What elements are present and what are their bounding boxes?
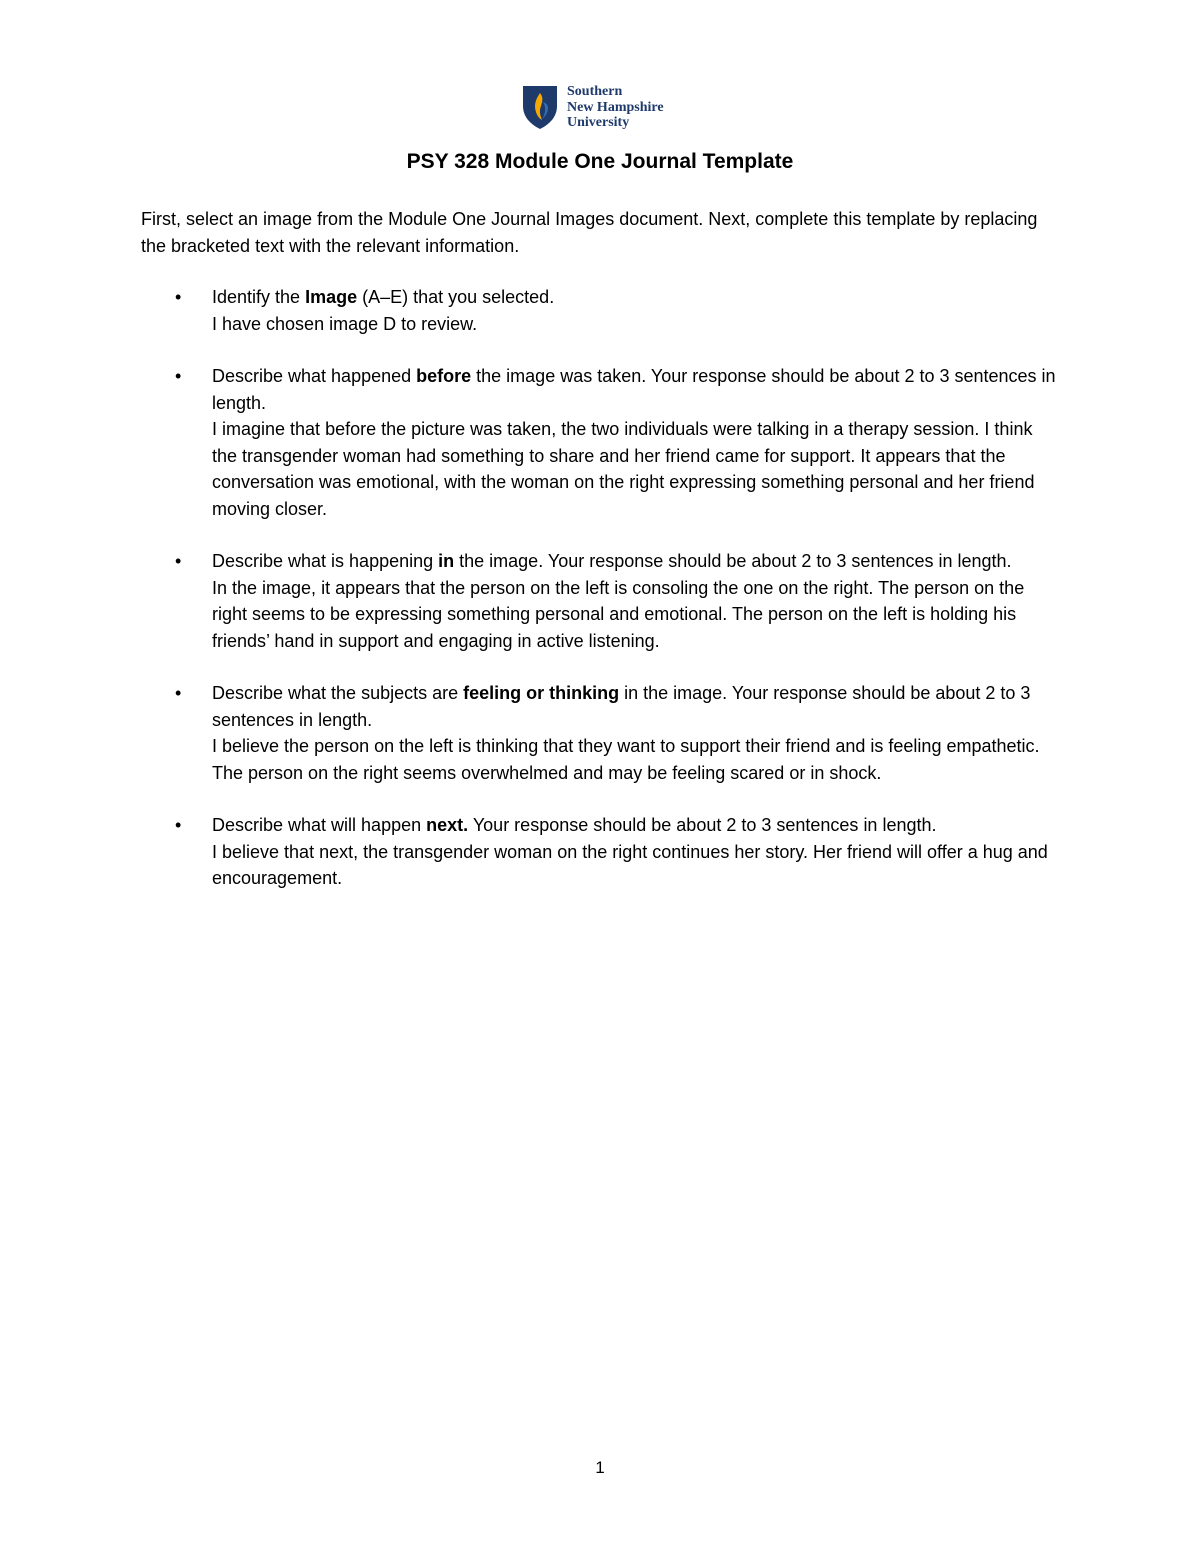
prompt-keyword: Image (305, 287, 358, 307)
prompt-text: Describe what is happening (212, 551, 439, 571)
prompt-keyword: next. (426, 815, 469, 835)
answer-text: In the image, it appears that the person on the left is consoling the one on the right. The person on the right seems to be expressing something personal and emotional. The person on the left is holding his friends’ hand in support and engaging in active listening. (212, 577, 1025, 651)
question-item-feeling (141, 680, 1061, 786)
shield-flame-icon (521, 84, 559, 130)
answer-text: I believe the person on the left is thinking that they want to support their friend and is feeling empathetic. The person on the right seems overwhelmed and may be feeling scared or in shock. (212, 736, 1040, 783)
prompt-keyword: feeling or thinking (463, 683, 620, 703)
answer-text: I imagine that before the picture was taken, the two individuals were talking in a therapy session. I think the transgender woman had something to share and her friend came for support. It appears that the conversation was emotional, with the woman on the right expressing something personal and her friend moving closer. (212, 419, 1035, 519)
question-item-image (141, 284, 1061, 337)
prompt-text: Your response should be about 2 to 3 sentences in length. (468, 815, 937, 835)
prompt-keyword: in (438, 551, 455, 571)
answer-text: I believe that next, the transgender woman on the right continues her story. Her friend will offer a hug and encouragement. (212, 841, 1048, 888)
question-prompt (212, 287, 554, 307)
logo-wordmark (567, 84, 664, 131)
question-item-before (141, 363, 1061, 522)
intro-paragraph: First, select an image from the Module One Journal Images document. Next, complete this template by replacing the bracketed text with the relevant information. (141, 209, 1038, 256)
prompt-keyword: before (416, 366, 472, 386)
logo-line-3: University (567, 115, 630, 130)
question-item-in (141, 548, 1061, 654)
question-item-next (141, 812, 1061, 892)
prompt-text: in the image. Your response should be about 2 to 3 sentences in length. (212, 683, 1031, 730)
prompt-text: the image. Your response should be about 2 to 3 sentences in length. (454, 551, 1012, 571)
prompt-text: Describe what will happen (212, 815, 427, 835)
question-list (141, 284, 1061, 918)
prompt-text: Describe what the subjects are (212, 683, 464, 703)
question-prompt (212, 815, 937, 835)
prompt-text: the image was taken. Your response should be about 2 to 3 sentences in length. (212, 366, 1056, 413)
logo-line-1: Southern (567, 84, 623, 99)
bullet-icon: • (175, 551, 182, 571)
bullet-icon: • (175, 815, 182, 835)
prompt-text: (A–E) that you selected. (357, 287, 555, 307)
question-prompt (212, 683, 1030, 730)
bullet-icon: • (175, 683, 182, 703)
bullet-icon: • (175, 287, 182, 307)
prompt-text: Describe what happened (212, 366, 417, 386)
bullet-icon: • (175, 366, 182, 386)
university-logo (521, 84, 691, 132)
question-prompt (212, 366, 1056, 413)
page-number: 1 (595, 1458, 605, 1477)
logo-line-2: New Hampshire (567, 99, 664, 115)
page-title: PSY 328 Module One Journal Template (406, 150, 794, 173)
answer-text: I have chosen image D to review. (212, 313, 478, 334)
prompt-text: Identify the (212, 287, 306, 307)
question-prompt (212, 551, 1012, 571)
